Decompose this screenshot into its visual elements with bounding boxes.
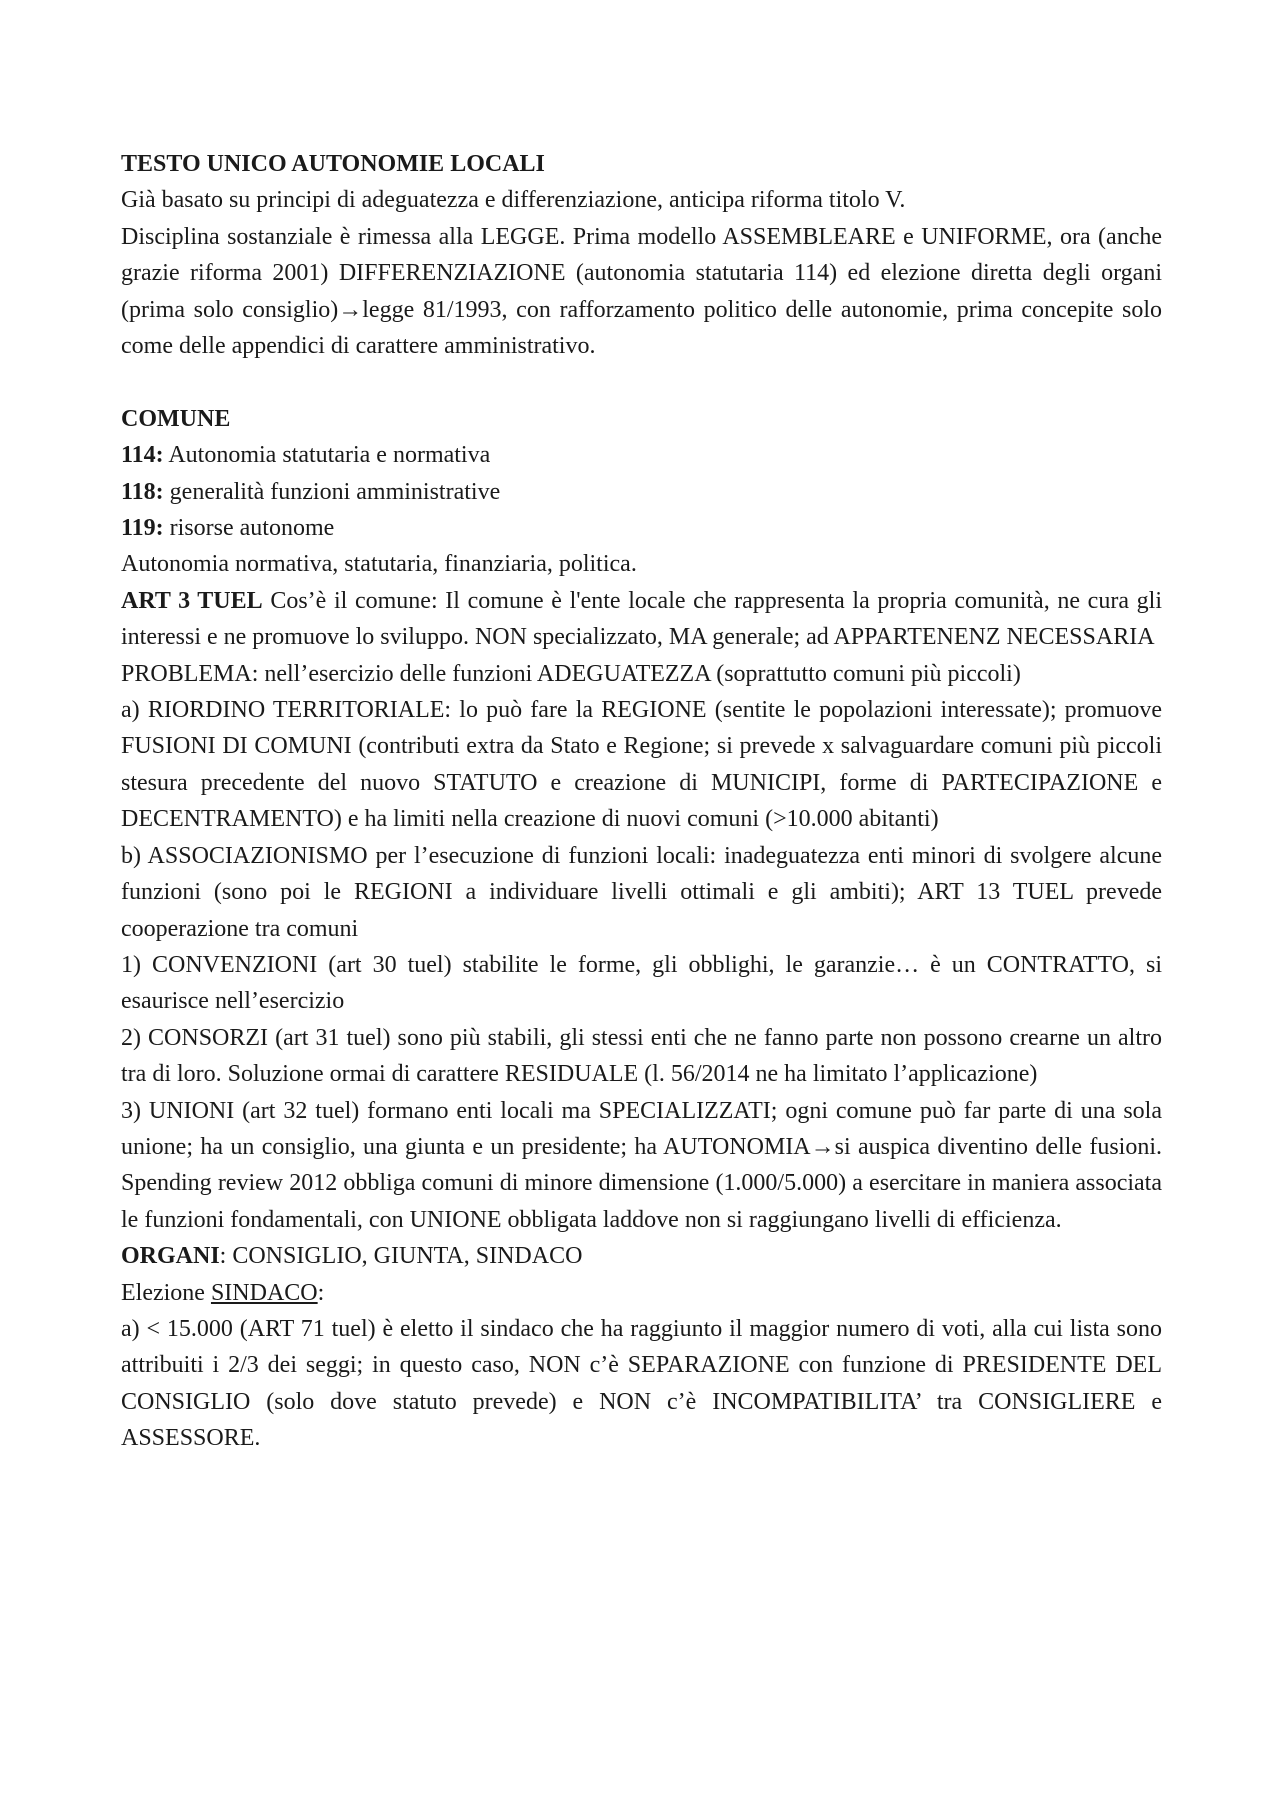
article-number: 118: [121,478,164,505]
document-page [121,146,1162,1457]
unioni-paragraph: 3) UNIONI (art 32 tuel) formano enti locali ma SPECIALIZZATI; ogni comune può far parte di una sola unione; ha un consiglio, una giunta e un presidente; ha AUTONOMIA→si auspica diventino delle fusioni. Spending review 2012 obbliga comuni di minore dimensione (1.000/5.000) a esercitare in maniera associata le funzioni fondamentali, con UNIONE obbligata laddove non si raggiungano livelli di efficienza. [121,1097,1162,1233]
elezione-sindaco: SINDACO [210,1279,318,1306]
elezione-prefix: Elezione [121,1279,211,1306]
title-text: TESTO UNICO AUTONOMIE LOCALI [121,151,545,177]
blank-line [121,364,1162,400]
comune-heading-text: COMUNE [121,405,231,432]
riordino-paragraph: a) RIORDINO TERRITORIALE: lo può fare la REGIONE (sentite le popolazioni interessate); promuove FUSIONI DI COMUNI (contributi extra da Stato e Regione; si prevede x salvaguardare comuni più piccoli stesura precedente del nuovo STATUTO e creazione di MUNICIPI, forme di PARTECIPAZIONE e DECENTRAMENTO) e ha limiti nella creazione di nuovi comuni (>10.000 abitanti) [121,697,1162,833]
consorzi-paragraph: 2) CONSORZI (art 31 tuel) sono più stabili, gli stessi enti che ne fanno parte non possono crearne un altro tra di loro. Soluzione ormai di carattere RESIDUALE (l. 56/2014 ne ha limitato l’applicazione) [121,1024,1162,1088]
elezione-line [121,1275,1162,1311]
comune-heading [121,401,1162,437]
organi-text: : CONSIGLIO, GIUNTA, SINDACO [219,1243,583,1270]
article-text: risorse autonome [163,515,335,542]
organi-paragraph [121,1238,1162,1274]
article-line [121,510,1162,546]
intro-paragraph-1: Già basato su principi di adeguatezza e differenziazione, anticipa riforma titolo V. [121,187,906,214]
problem-paragraph: PROBLEMA: nell’esercizio delle funzioni ADEGUATEZZA (soprattutto comuni più piccoli) [121,660,1021,687]
organi-label: ORGANI [121,1243,220,1270]
autonomy-line: Autonomia normativa, statutaria, finanziaria, politica. [121,551,637,578]
article-line [121,474,1162,510]
art3-paragraph [121,583,1162,656]
article-number: 114: [121,442,164,469]
article-text: generalità funzioni amministrative [163,478,501,505]
intro-paragraph-2: Disciplina sostanziale è rimessa alla LEGGE. Prima modello ASSEMBLEARE e UNIFORME, ora (anche grazie riforma 2001) DIFFERENZIAZIONE (autonomia statutaria 114) ed elezione diretta degli organi (prima solo consiglio)→legge 81/1993, con rafforzamento politico delle autonomie, prima concepite solo come delle appendici di carattere amministrativo. [121,223,1162,360]
associazionismo-paragraph: b) ASSOCIAZIONISMO per l’esecuzione di funzioni locali: inadeguatezza enti minori di svolgere alcune funzioni (sono poi le REGIONI a individuare livelli ottimali e gli ambiti); ART 13 TUEL prevede cooperazione tra comuni [121,842,1162,942]
convenzioni-paragraph: 1) CONVENZIONI (art 30 tuel) stabilite le forme, gli obblighi, le garanzie… è un CONTRATTO, si esaurisce nell’esercizio [121,951,1162,1015]
art3-text: Cos’è il comune: Il comune è l'ente locale che rappresenta la propria comunità, ne cura gli interessi e ne promuove lo sviluppo. NON specializzato, MA generale; ad APPARTENENZ NECESSARIA [121,587,1162,651]
sindaco-a-paragraph: a) < 15.000 (ART 71 tuel) è eletto il sindaco che ha raggiunto il maggior numero di voti, alla cui lista sono attribuiti i 2/3 dei seggi; in questo caso, NON c’è SEPARAZIONE con funzione di PRESIDENTE DEL CONSIGLIO (solo dove statuto prevede) e NON c’è INCOMPATIBILITA’ tra CONSIGLIERE e ASSESSORE. [121,1315,1162,1452]
article-line [121,437,1162,473]
document-title [121,146,1162,182]
article-number: 119: [121,515,164,542]
article-text: Autonomia statutaria e normativa [163,442,491,469]
elezione-suffix: : [317,1279,325,1306]
art3-label: ART 3 TUEL [121,587,263,614]
